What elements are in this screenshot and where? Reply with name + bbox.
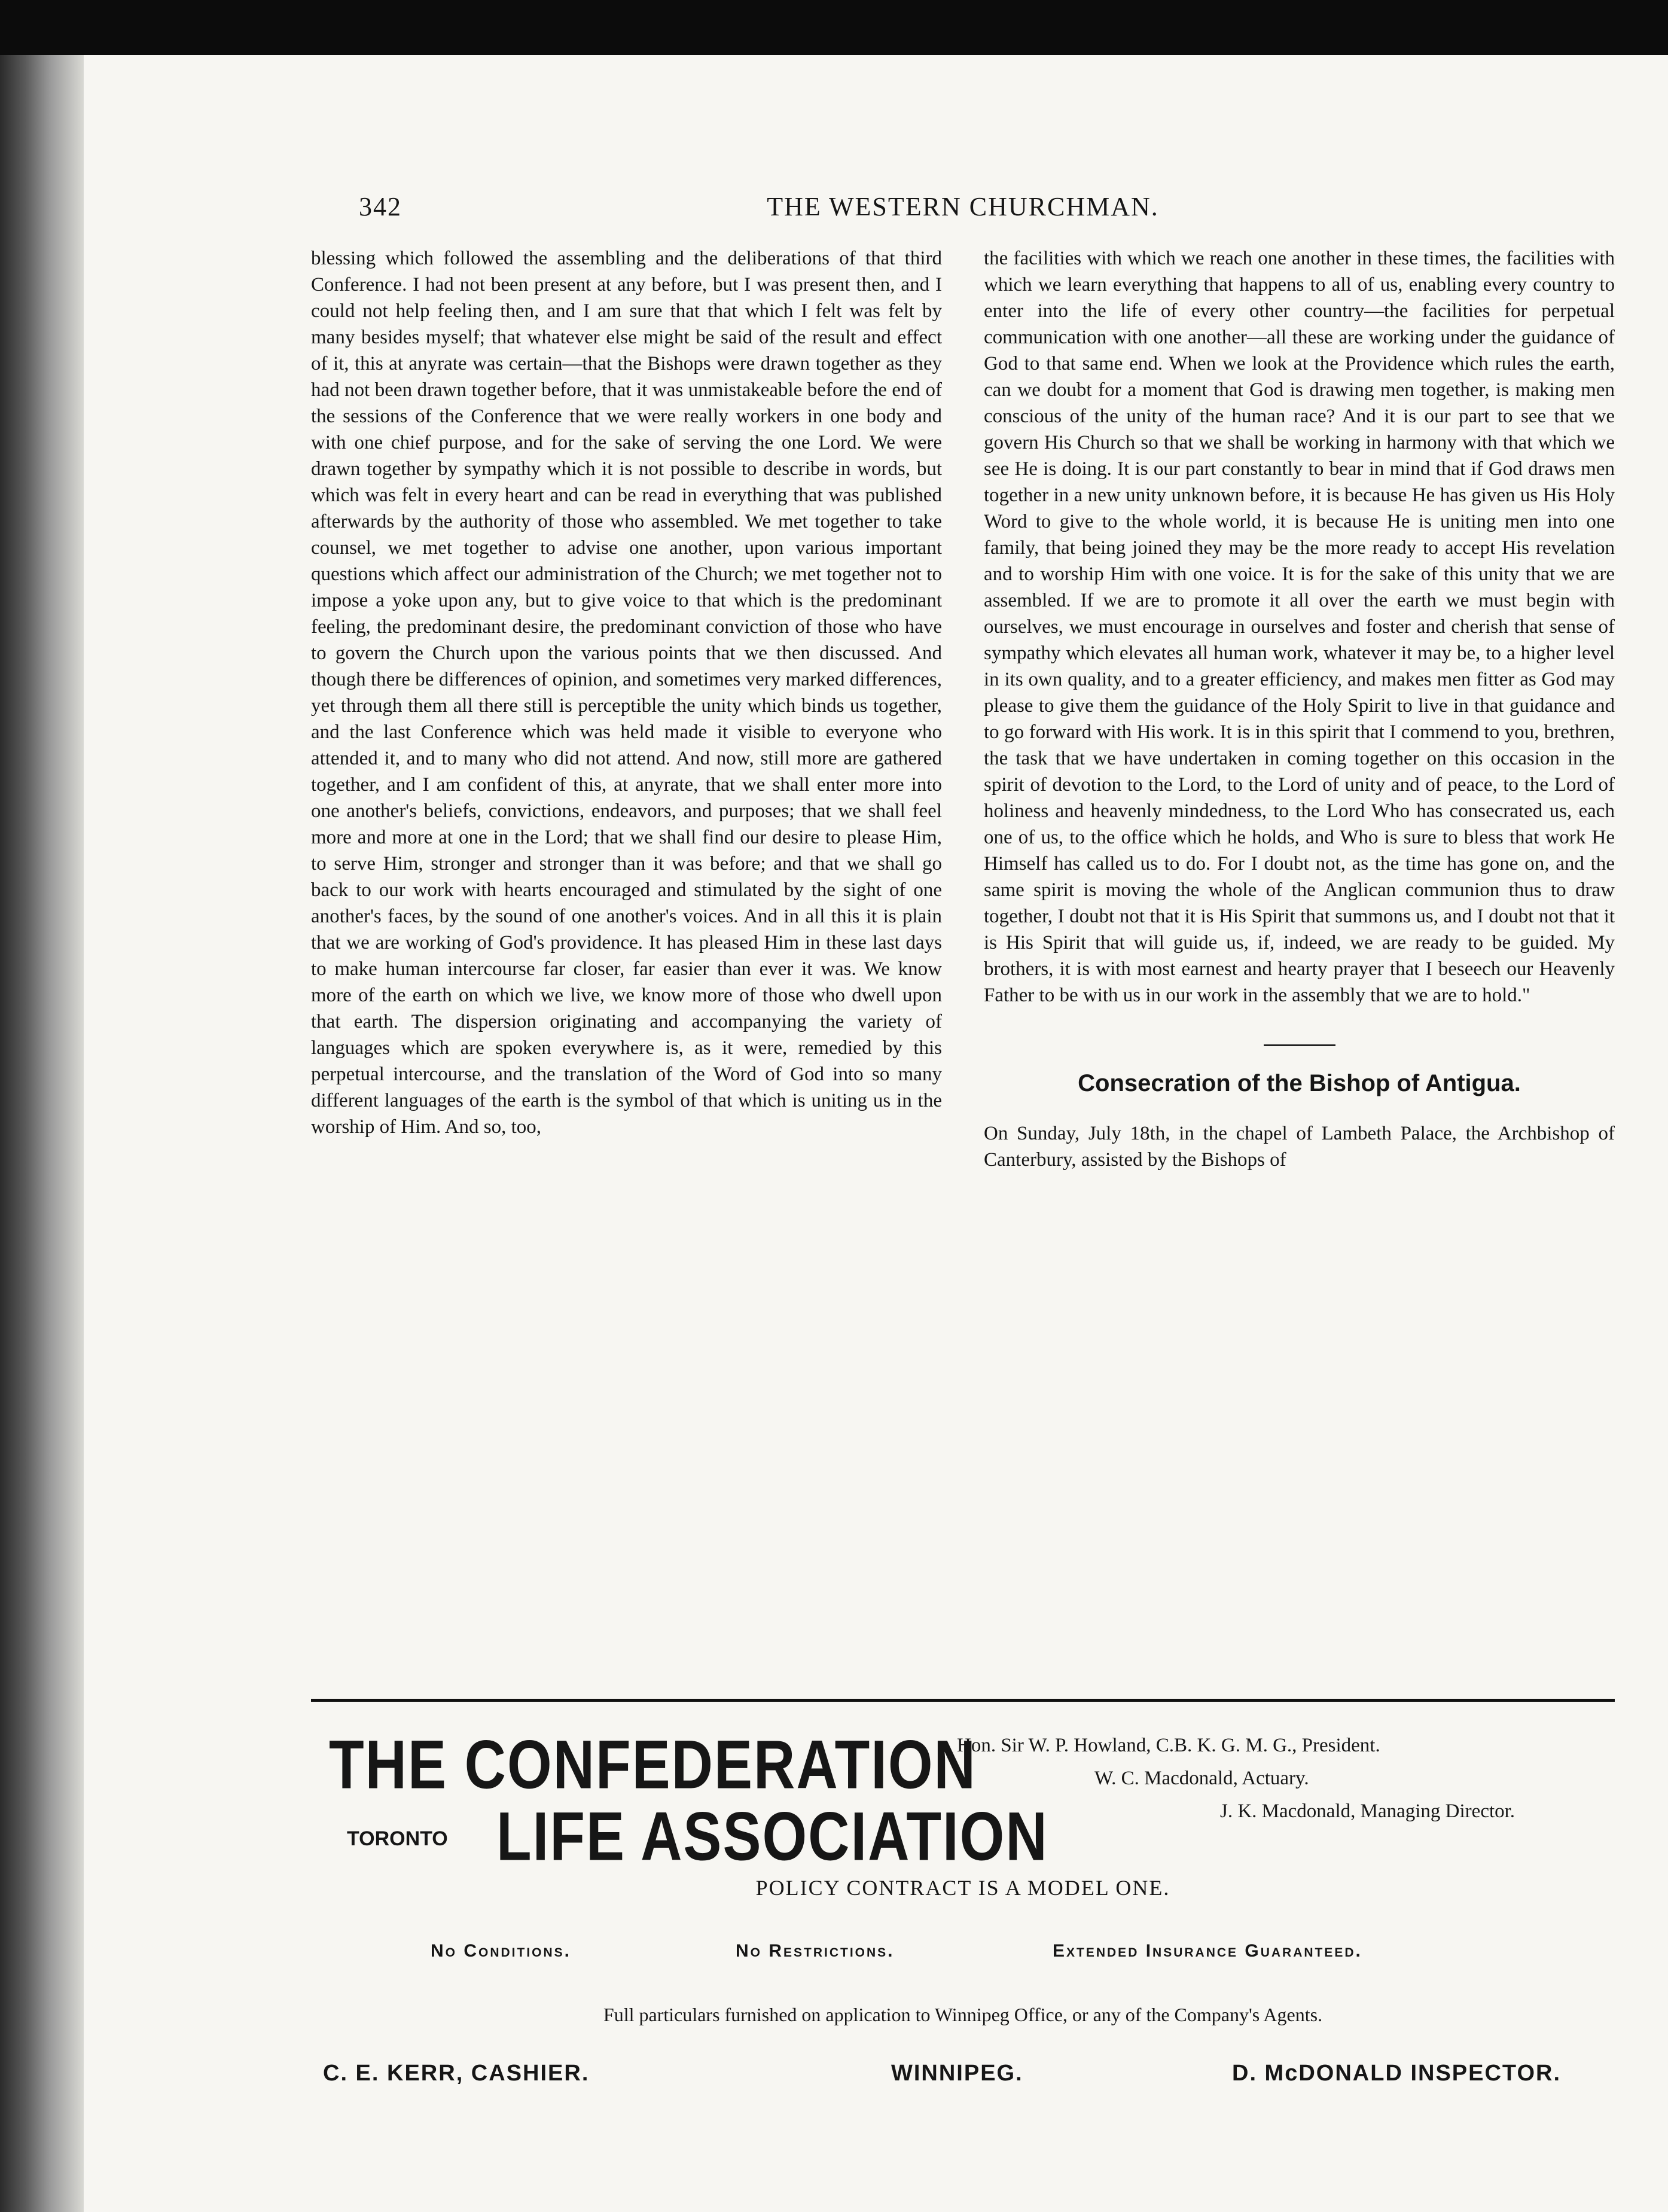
page-number: 342 <box>359 192 402 221</box>
ad-office: WINNIPEG. <box>891 2061 1023 2086</box>
scan-top-border <box>0 0 1668 55</box>
section-opening-text: On Sunday, July 18th, in the chapel of Lambeth Palace, the Archbishop of Canterbury, assisted by the Bishops of <box>984 1123 1615 1171</box>
ad-feature-restrictions: No Restrictions. <box>736 1941 895 1961</box>
article-columns <box>311 245 1615 1669</box>
ad-policy-line: POLICY CONTRACT IS A MODEL ONE. <box>755 1876 1170 1900</box>
ad-city: TORONTO <box>347 1827 448 1850</box>
advertisement <box>311 1699 1615 2132</box>
left-column-text: blessing which followed the assembling and the deliberations of that third Conference. I had not been present at any before, but I was present then, and I could not help feeling then, and I am sure that that which I felt was felt by many besides myself; that whatever else might be said of the result and effect of it, this at anyrate was certain—that the Bishops were drawn together as they had not been drawn together before, that it was unmistakeable before the end of the sessions of the Conference that we were really workers in one body and with one chief purpose, and for the sake of serving the one Lord. We were drawn together by sympathy which it is not possible to describe in words, but which was felt in every heart and can be read in everything that was published afterwards by the authority of those who assembled. We met together to take counsel, we met together to advise one another, upon various important questions which affect our administration of the Church; we met together not to impose a yoke upon any, but to give voice to that which is the predominant feeling, the predominant desire, the predominant conviction of those who have to govern the Church upon the various points that we then discussed. And though there be differences of opinion, and sometimes very marked differences, yet through them all there still is perceptible the unity which binds us together, and the last Conference which was held made it visible to everyone who attended it, and to many who did not attend. And now, still more are gathered together, and I am confident of this, at anyrate, that we shall enter more into one another's beliefs, convictions, endeavors, and purposes; that we shall feel more and more at one in the Lord; that we shall find our desire to please Him, to serve Him, stronger and stronger than it was before; and that we shall go back to our work with hearts encouraged and stimulated by the sight of one another's faces, by the sound of one another's voices. And in all this it is plain that we are working of God's providence. It has pleased Him in these last days to make human intercourse far closer, far easier than ever it was. We know more of the earth on which we live, we know more of those who dwell upon that earth. The dispersion originating and accompanying the variety of languages which are spoken everywhere is, as it were, remedied by this perpetual intercourse, and the translation of the Word of God into so many different languages of the earth is the symbol of that which is uniting us in the worship of Him. And so, too, <box>311 248 942 1138</box>
ad-officer-actuary: W. C. Macdonald, Actuary. <box>1094 1768 1309 1789</box>
scanned-page-edge <box>0 0 84 2212</box>
ad-company-name-line1: THE CONFEDERATION <box>329 1726 977 1803</box>
ad-particulars: Full particulars furnished on application to Winnipeg Office, or any of the Company's Agents. <box>603 2004 1323 2025</box>
ad-feature-insurance: Extended Insurance Guaranteed. <box>1053 1941 1362 1961</box>
ad-feature-conditions: No Conditions. <box>431 1941 572 1961</box>
ad-officer-director: J. K. Macdonald, Managing Director. <box>1220 1800 1515 1822</box>
ad-inspector: D. McDONALD INSPECTOR. <box>1232 2061 1562 2086</box>
right-column <box>984 245 1615 1669</box>
right-column-text: the facilities with which we reach one another in these times, the facilities with which we learn everything that happens to all of us, enabling every country to enter into the life of every other country—the facilities for perpetual communication with one another—all these are working under the guidance of God to that same end. When we look at the Providence which rules the earth, can we doubt for a moment that God is drawing men together, is making men conscious of the unity of the human race? And it is our part to see that we govern His Church so that we shall be working in harmony with that which we see He is doing. It is our part constantly to bear in mind that if God draws men together in a new unity unknown before, it is because He has given us His Holy Word to give to the whole world, it is because He is uniting men into one family, that being joined they may be the more ready to accept His revelation and to worship Him with one voice. It is for the sake of this unity that we are assembled. If we are to promote it all over the earth we must begin with ourselves, we must encourage in ourselves and foster and cherish that sense of sympathy which elevates all human work, whatever it may be, to a higher level in its own quality, and to a greater efficiency, and makes men fitter as God may please to give them the guidance of the Holy Spirit to live in that guidance and to go forward with His work. It is in this spirit that I commend to you, brethren, the task that we have undertaken in coming together on this occasion in the spirit of devotion to the Lord, to the Lord of unity and of peace, to the Lord of holiness and heavenly mindedness, to the Lord Who has consecrated us, each one of us, to the office which he holds, and Who is sure to bless that work He Himself has called us to do. For I doubt not, as the time has gone on, and the same spirit is moving the whole of the Anglican communion thus to draw together, I doubt not that it is His Spirit that summons us, and I doubt not that it is His Spirit that will guide us, if, indeed, we are ready to be guided. My brothers, it is with most earnest and hearty prayer that I beseech our Heavenly Father to be with us in our work in the assembly that we are to hold." <box>984 248 1615 1006</box>
journal-title: THE WESTERN CHURCHMAN. <box>767 192 1159 221</box>
ad-officer-president: Hon. Sir W. P. Howland, C.B. K. G. M. G., President. <box>957 1735 1380 1756</box>
ad-cashier: C. E. KERR, CASHIER. <box>323 2061 590 2086</box>
section-heading: Consecration of the Bishop of Antigua. <box>984 1044 1615 1096</box>
left-column <box>311 245 942 1669</box>
ad-company-name-line2: LIFE ASSOCIATION <box>496 1798 1048 1875</box>
running-head <box>311 191 1615 233</box>
